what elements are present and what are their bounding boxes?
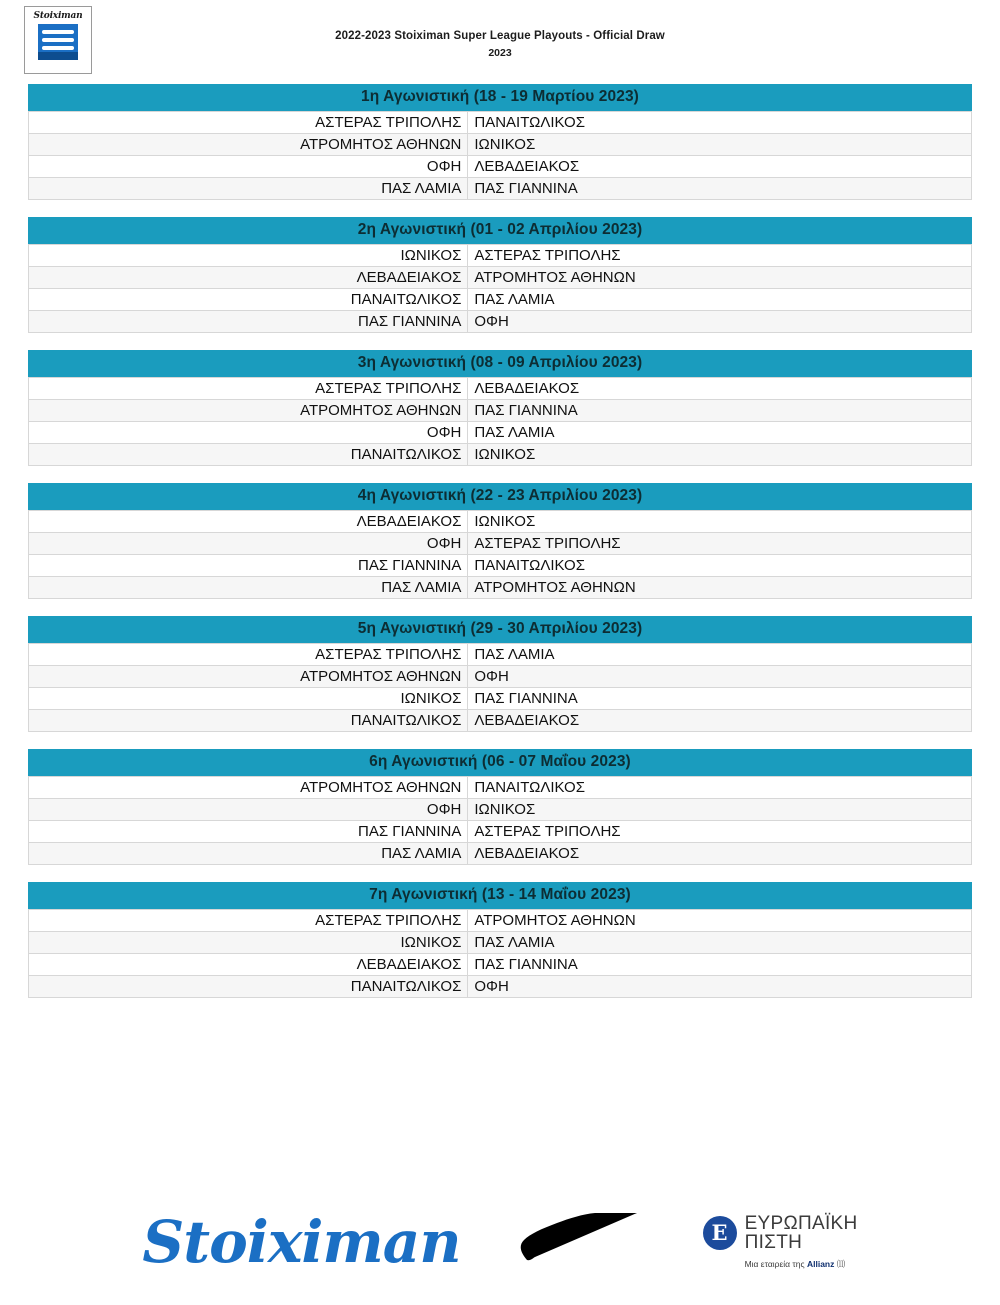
home-team: ΙΩΝΙΚΟΣ	[29, 688, 468, 710]
away-team: ΑΣΤΕΡΑΣ ΤΡΙΠΟΛΗΣ	[468, 533, 972, 555]
away-team: ΑΣΤΕΡΑΣ ΤΡΙΠΟΛΗΣ	[468, 821, 972, 843]
table-row	[29, 112, 972, 134]
home-team: ΠΑΣ ΓΙΑΝΝΙΝΑ	[29, 555, 468, 577]
away-team: ΠΑΝΑΙΤΩΛΙΚΟΣ	[468, 777, 972, 799]
table-row	[29, 378, 972, 400]
matchday-block	[28, 749, 972, 865]
home-team: ΠΑΝΑΙΤΩΛΙΚΟΣ	[29, 976, 468, 998]
matchday-block	[28, 483, 972, 599]
home-team: ΑΣΤΕΡΑΣ ΤΡΙΠΟΛΗΣ	[29, 378, 468, 400]
schedule-list	[28, 84, 972, 998]
home-team: ΙΩΝΙΚΟΣ	[29, 245, 468, 267]
table-row	[29, 422, 972, 444]
home-team: ΑΣΤΕΡΑΣ ΤΡΙΠΟΛΗΣ	[29, 644, 468, 666]
fixtures-table	[28, 111, 972, 200]
away-team: ΑΤΡΟΜΗΤΟΣ ΑΘΗΝΩΝ	[468, 267, 972, 289]
matchday-block	[28, 217, 972, 333]
away-team: ΙΩΝΙΚΟΣ	[468, 511, 972, 533]
table-row	[29, 245, 972, 267]
away-team: ΟΦΗ	[468, 976, 972, 998]
table-row	[29, 511, 972, 533]
matchday-block	[28, 616, 972, 732]
table-row	[29, 644, 972, 666]
home-team: ΑΣΤΕΡΑΣ ΤΡΙΠΟΛΗΣ	[29, 910, 468, 932]
matchday-title: 4η Αγωνιστική (22 - 23 Απριλίου 2023)	[28, 483, 972, 510]
table-row	[29, 932, 972, 954]
table-row	[29, 688, 972, 710]
away-team: ΛΕΒΑΔΕΙΑΚΟΣ	[468, 378, 972, 400]
pisti-line-2: ΠΙΣΤΗ	[744, 1232, 803, 1253]
matchday-block	[28, 84, 972, 200]
matchday-title: 5η Αγωνιστική (29 - 30 Απριλίου 2023)	[28, 616, 972, 643]
nike-swoosh-icon	[517, 1213, 647, 1271]
page-subtitle: 2023	[488, 47, 512, 59]
sponsor-bar	[0, 1197, 1000, 1287]
table-row	[29, 533, 972, 555]
pisti-line-3-suffix: ⑾	[834, 1259, 846, 1270]
pisti-line-3-prefix: Μια εταιρεία της	[744, 1259, 807, 1270]
pisti-line-3	[745, 1258, 858, 1270]
away-team: ΠΑΣ ΓΙΑΝΝΙΝΑ	[468, 400, 972, 422]
home-team: ΑΤΡΟΜΗΤΟΣ ΑΘΗΝΩΝ	[29, 666, 468, 688]
away-team: ΠΑΣ ΓΙΑΝΝΙΝΑ	[468, 178, 972, 200]
away-team: ΛΕΒΑΔΕΙΑΚΟΣ	[468, 710, 972, 732]
fixtures-table	[28, 510, 972, 599]
home-team: ΠΑΣ ΓΙΑΝΝΙΝΑ	[29, 821, 468, 843]
matchday-title: 3η Αγωνιστική (08 - 09 Απριλίου 2023)	[28, 350, 972, 377]
fixtures-table	[28, 776, 972, 865]
table-row	[29, 954, 972, 976]
table-row	[29, 666, 972, 688]
stoiximan-logo-wordmark: Stoiximan	[33, 11, 83, 21]
home-team: ΑΣΤΕΡΑΣ ΤΡΙΠΟΛΗΣ	[29, 112, 468, 134]
pisti-line-1: ΕΥΡΩΠΑΪΚΗ	[744, 1212, 858, 1234]
matchday-block	[28, 350, 972, 466]
away-team: ΑΣΤΕΡΑΣ ΤΡΙΠΟΛΗΣ	[468, 245, 972, 267]
home-team: ΠΑΣ ΛΑΜΙΑ	[29, 577, 468, 599]
away-team: ΠΑΣ ΓΙΑΝΝΙΝΑ	[468, 954, 972, 976]
table-row	[29, 910, 972, 932]
fixtures-table	[28, 244, 972, 333]
matchday-title: 2η Αγωνιστική (01 - 02 Απριλίου 2023)	[28, 217, 972, 244]
home-team: ΑΤΡΟΜΗΤΟΣ ΑΘΗΝΩΝ	[29, 400, 468, 422]
home-team: ΠΑΣ ΛΑΜΙΑ	[29, 178, 468, 200]
matchday-title: 1η Αγωνιστική (18 - 19 Μαρτίου 2023)	[28, 84, 972, 111]
home-team: ΛΕΒΑΔΕΙΑΚΟΣ	[29, 267, 468, 289]
fixtures-table	[28, 377, 972, 466]
matchday-block	[28, 882, 972, 998]
table-row	[29, 289, 972, 311]
home-team: ΠΑΝΑΙΤΩΛΙΚΟΣ	[29, 289, 468, 311]
away-team: ΛΕΒΑΔΕΙΑΚΟΣ	[468, 843, 972, 865]
home-team: ΠΑΣ ΓΙΑΝΝΙΝΑ	[29, 311, 468, 333]
home-team: ΠΑΝΑΙΤΩΛΙΚΟΣ	[29, 444, 468, 466]
away-team: ΠΑΣ ΛΑΜΙΑ	[468, 644, 972, 666]
table-row	[29, 400, 972, 422]
fixtures-table	[28, 643, 972, 732]
table-row	[29, 843, 972, 865]
away-team: ΠΑΣ ΛΑΜΙΑ	[468, 422, 972, 444]
away-team: ΠΑΝΑΙΤΩΛΙΚΟΣ	[468, 555, 972, 577]
pisti-line-3-brand: Allianz	[806, 1259, 835, 1270]
home-team: ΟΦΗ	[29, 533, 468, 555]
table-row	[29, 178, 972, 200]
away-team: ΙΩΝΙΚΟΣ	[468, 799, 972, 821]
sponsor-europaiki-pisti-logo	[703, 1214, 858, 1271]
matchday-title: 6η Αγωνιστική (06 - 07 Μαΐου 2023)	[28, 749, 972, 776]
stoiximan-logo-icon	[38, 24, 78, 60]
page-title: 2022-2023 Stoiximan Super League Playouts - Official Draw	[335, 30, 665, 42]
away-team: ΠΑΣ ΓΙΑΝΝΙΝΑ	[468, 688, 972, 710]
home-team: ΑΤΡΟΜΗΤΟΣ ΑΘΗΝΩΝ	[29, 777, 468, 799]
table-row	[29, 555, 972, 577]
away-team: ΑΤΡΟΜΗΤΟΣ ΑΘΗΝΩΝ	[468, 910, 972, 932]
matchday-title: 7η Αγωνιστική (13 - 14 Μαΐου 2023)	[28, 882, 972, 909]
europaiki-pisti-icon: E	[703, 1216, 737, 1250]
stoiximan-logo-box	[24, 6, 92, 74]
away-team: ΑΤΡΟΜΗΤΟΣ ΑΘΗΝΩΝ	[468, 577, 972, 599]
away-team: ΙΩΝΙΚΟΣ	[468, 134, 972, 156]
home-team: ΛΕΒΑΔΕΙΑΚΟΣ	[29, 511, 468, 533]
away-team: ΠΑΣ ΛΑΜΙΑ	[468, 932, 972, 954]
table-row	[29, 777, 972, 799]
home-team: ΙΩΝΙΚΟΣ	[29, 932, 468, 954]
away-team: ΛΕΒΑΔΕΙΑΚΟΣ	[468, 156, 972, 178]
table-row	[29, 444, 972, 466]
away-team: ΟΦΗ	[468, 666, 972, 688]
home-team: ΟΦΗ	[29, 422, 468, 444]
home-team: ΠΑΝΑΙΤΩΛΙΚΟΣ	[29, 710, 468, 732]
table-row	[29, 311, 972, 333]
table-row	[29, 267, 972, 289]
fixtures-table	[28, 909, 972, 998]
table-row	[29, 976, 972, 998]
table-row	[29, 799, 972, 821]
home-team: ΟΦΗ	[29, 799, 468, 821]
away-team: ΠΑΝΑΙΤΩΛΙΚΟΣ	[468, 112, 972, 134]
home-team: ΟΦΗ	[29, 156, 468, 178]
table-row	[29, 577, 972, 599]
away-team: ΟΦΗ	[468, 311, 972, 333]
table-row	[29, 710, 972, 732]
sponsor-stoiximan-logo: Stoiximan	[142, 1208, 461, 1276]
table-row	[29, 156, 972, 178]
home-team: ΑΤΡΟΜΗΤΟΣ ΑΘΗΝΩΝ	[29, 134, 468, 156]
table-row	[29, 821, 972, 843]
document-header	[0, 0, 1000, 78]
home-team: ΛΕΒΑΔΕΙΑΚΟΣ	[29, 954, 468, 976]
away-team: ΠΑΣ ΛΑΜΙΑ	[468, 289, 972, 311]
table-row	[29, 134, 972, 156]
away-team: ΙΩΝΙΚΟΣ	[468, 444, 972, 466]
home-team: ΠΑΣ ΛΑΜΙΑ	[29, 843, 468, 865]
